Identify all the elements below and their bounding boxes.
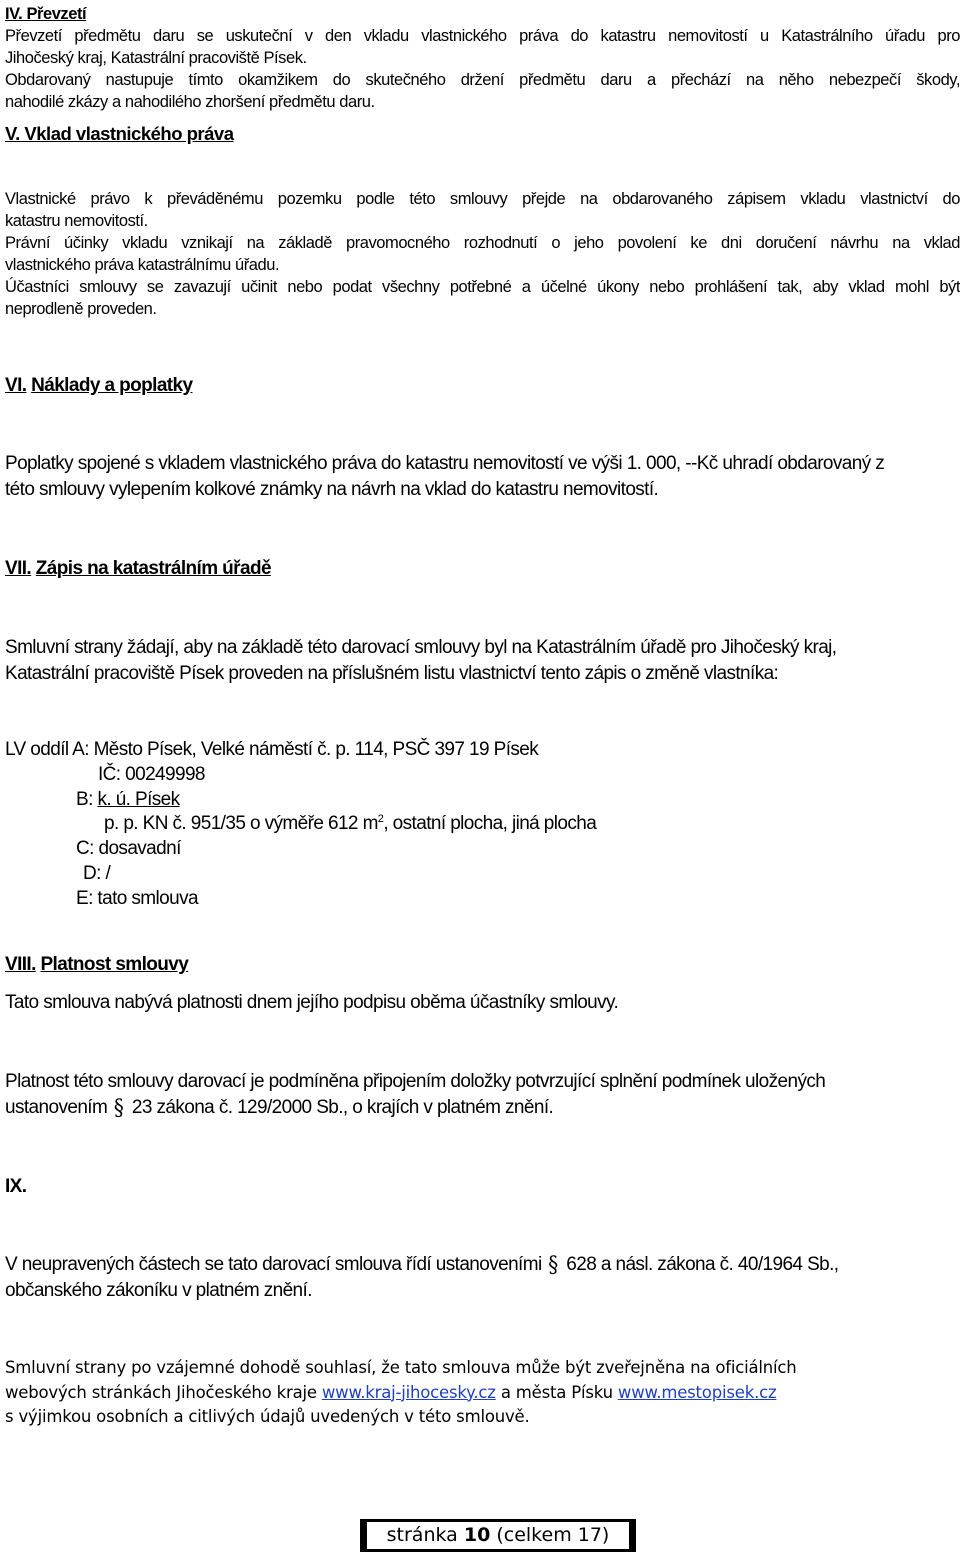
- section-vi-paragraph-line-2: této smlouvy vylepením kolkové známky na návrh na vklad do katastru nemovitostí.: [5, 479, 659, 500]
- page-number: 10: [463, 1524, 491, 1546]
- section-viii-heading-number: VIII.: [5, 954, 36, 975]
- section-iv-paragraph-1-line-1: Převzetí předmětu daru se uskuteční v den vkladu vlastnického práva do katastru nemovitostí u Katastrálního úřadu pro: [5, 27, 960, 45]
- section-v-paragraph-3-line-2: neprodleně proveden.: [5, 300, 157, 318]
- section-vii-paragraph-line-2: Katastrální pracoviště Písek proveden na příslušném listu vlastnictví tento zápis o změně vlastníka:: [5, 663, 779, 684]
- kraj-jihocesky-link[interactable]: www.kraj-jihocesky.cz: [321, 1382, 496, 1402]
- section-ix-text-b: 628 a násl. zákona č. 40/1964 Sb.,: [566, 1254, 839, 1275]
- section-viii-heading-text: Platnost smlouvy: [40, 954, 189, 975]
- section-vi-heading-number: VI.: [5, 375, 27, 396]
- entry-parcel-superscript: 2: [377, 813, 384, 826]
- entry-c: C: dosavadní: [76, 838, 181, 860]
- publication-clause: [5, 1356, 960, 1430]
- section-viii-paragraph-1: Tato smlouva nabývá platnosti dnem jejího podpisu oběma účastníky smlouvy.: [5, 992, 619, 1013]
- page-total: (celkem 17): [496, 1524, 610, 1546]
- section-viii-heading: [5, 952, 960, 978]
- section-vii-paragraph-line-1: Smluvní strany žádají, aby na základě této darovací smlouvy byl na Katastrálním úřadě pro Jihočeský kraj,: [5, 637, 837, 658]
- entry-parcel-rest: , ostatní plocha, jiná plocha: [383, 813, 597, 835]
- section-ix-paragraph-line-1: [5, 1252, 960, 1278]
- section-ix-paragraph-line-2: občanského zákoníku v platném znění.: [5, 1280, 312, 1301]
- section-viii-paragraph-2: [5, 1069, 960, 1121]
- section-sign-icon: §: [548, 1253, 558, 1278]
- section-vi-heading: [5, 373, 960, 399]
- section-sign-icon: §: [113, 1096, 124, 1121]
- mestopisek-link[interactable]: www.mestopisek.cz: [617, 1382, 777, 1402]
- entry-e: E: tato smlouva: [76, 887, 198, 909]
- section-iv-heading: IV. Převzetí: [5, 5, 87, 23]
- section-vi-paragraph-line-1: Poplatky spojené s vkladem vlastnického práva do katastru nemovitostí ve výši 1. 000, --Kč uhradí obdarovaný z: [5, 453, 885, 474]
- publication-line-3: s výjimkou osobních a citlivých údajů uvedených v této smlouvě.: [5, 1407, 530, 1426]
- publication-text-a: webových stránkách Jihočeského kraje: [5, 1382, 317, 1402]
- publication-line-1: Smluvní strany po vzájemné dohodě souhlasí, že tato smlouva může být zveřejněna na oficiálních: [5, 1358, 797, 1377]
- page-number-prefix: stránka: [386, 1524, 458, 1546]
- section-v-paragraph-1-line-2: katastru nemovitostí.: [5, 212, 148, 230]
- entry-d: D: /: [83, 862, 111, 884]
- section-v-body: [5, 188, 960, 320]
- section-ix-text-a: V neupravených částech se tato darovací smlouva řídí ustanoveními: [5, 1254, 542, 1275]
- entry-b-prefix: B:: [76, 788, 98, 810]
- entry-ic: IČ: 00249998: [98, 763, 205, 785]
- section-ix-heading: IX.: [5, 1176, 27, 1197]
- section-viii-paragraph-2-line-2: [5, 1095, 960, 1121]
- section-iv-paragraph-2-line-1: Obdarovaný nastupuje tímto okamžikem do skutečného držení předmětu daru a přechází na něho nebezpečí škody,: [5, 71, 960, 89]
- section-vii-heading-number: VII.: [5, 558, 32, 579]
- ownership-entry: [5, 738, 905, 912]
- entry-lv: LV oddíl A: Město Písek, Velké náměstí č. p. 114, PSČ 397 19 Písek: [5, 739, 539, 760]
- publication-text-b: a města Písku: [500, 1382, 613, 1402]
- section-vii-heading: [5, 556, 960, 582]
- section-ix-paragraph: [5, 1252, 960, 1304]
- page-number-box: [360, 1519, 636, 1552]
- section-v-heading-block: [5, 122, 960, 146]
- section-vi-heading-text: Náklady a poplatky: [31, 375, 193, 396]
- section-v-paragraph-1-line-1: Vlastnické právo k převáděnému pozemku podle této smlouvy přejde na obdarovaného zápisem vkladu vlastnictví do: [5, 190, 960, 208]
- section-ix-heading-block: [5, 1174, 960, 1200]
- section-iv-paragraph-1-line-2: Jihočeský kraj, Katastrální pracoviště Písek.: [5, 49, 307, 67]
- section-v-paragraph-3-line-1: Účastníci smlouvy se zavazují učinit nebo podat všechny potřebné a účelné úkony nebo prohlášení tak, aby vklad mohl být: [5, 278, 960, 296]
- section-v-paragraph-2-line-1: Právní účinky vkladu vznikají na základě pravomocného rozhodnutí o jeho povolení ke dni doručení návrhu na vklad: [5, 234, 960, 252]
- section-vii-heading-text: Zápis na katastrálním úřadě: [35, 558, 271, 579]
- section-iv: [5, 3, 960, 113]
- section-iv-paragraph-2-line-2: nahodilé zkázy a nahodilého zhoršení předmětu daru.: [5, 93, 375, 111]
- entry-b-cadastral-area: k. ú. Písek: [97, 788, 180, 810]
- section-viii-paragraph-2-text-b: 23 zákona č. 129/2000 Sb., o krajích v platném znění.: [131, 1097, 554, 1118]
- section-viii-paragraph-2-line-1: Platnost této smlouvy darovací je podmíněna připojením doložky potvrzující splnění podmínek uložených: [5, 1071, 826, 1092]
- section-v-paragraph-2-line-2: vlastnického práva katastrálnímu úřadu.: [5, 256, 280, 274]
- section-vi-body: [5, 451, 960, 503]
- entry-parcel: [5, 812, 905, 837]
- section-v-heading: V. Vklad vlastnického práva: [5, 123, 234, 144]
- section-viii-paragraph-2-text-a: ustanovením: [5, 1097, 108, 1118]
- publication-line-2: [5, 1381, 960, 1406]
- section-vii-body: [5, 635, 960, 687]
- entry-parcel-text: p. p. KN č. 951/35 o výměře 612 m: [104, 813, 378, 835]
- entry-b: [5, 788, 905, 813]
